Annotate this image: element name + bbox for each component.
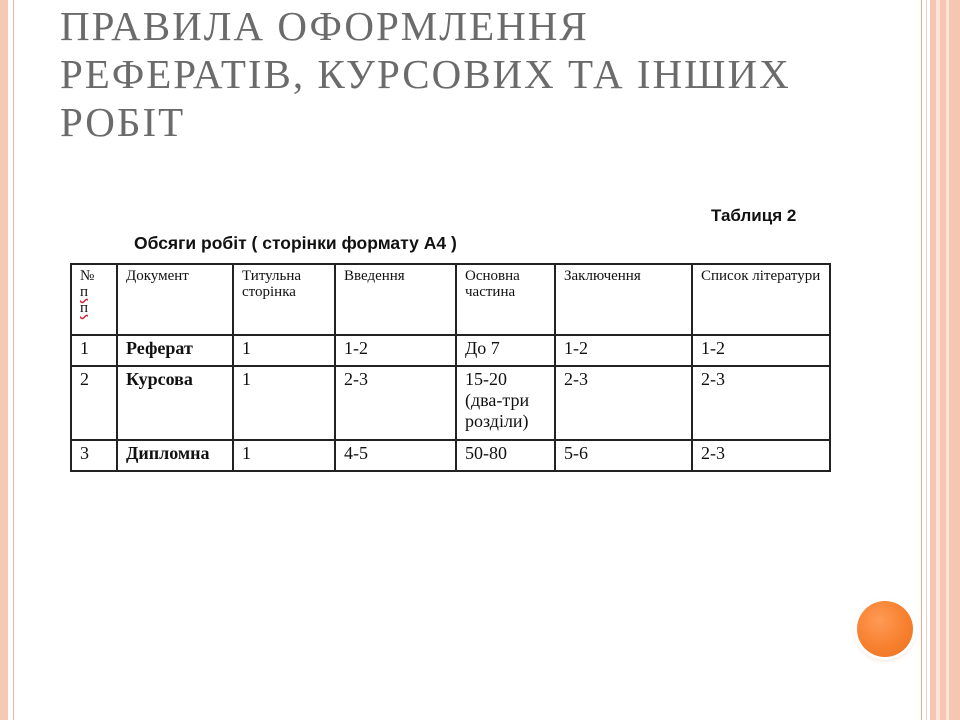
cell-main-part: 50-80 (456, 440, 555, 471)
header-number (71, 264, 117, 335)
cell-conclusion: 2-3 (555, 366, 692, 440)
header-references: Список літератури (692, 264, 830, 335)
cell-document: Дипломна (117, 440, 233, 471)
cell-number: 1 (71, 335, 117, 366)
header-number-sign: № (80, 268, 95, 284)
slide-frame-right-stripe (936, 0, 940, 720)
table-row (71, 366, 830, 440)
cell-main-part: До 7 (456, 335, 555, 366)
slide-frame-right-line (921, 0, 922, 720)
slide-title: ПРАВИЛА ОФОРМЛЕННЯ РЕФЕРАТІВ, КУРСОВИХ ТА ІНШИХ РОБІТ (60, 3, 791, 145)
table-header-row (71, 264, 830, 335)
cell-title-page: 1 (233, 366, 335, 440)
cell-references: 1-2 (692, 335, 830, 366)
slide-frame-right-band (930, 0, 960, 720)
cell-conclusion: 5-6 (555, 440, 692, 471)
cell-main-part: 15-20 (два-три розділи) (456, 366, 555, 440)
cell-introduction: 1-2 (335, 335, 456, 366)
cell-introduction: 2-3 (335, 366, 456, 440)
cell-number: 3 (71, 440, 117, 471)
table-row (71, 440, 830, 471)
cell-references: 2-3 (692, 440, 830, 471)
header-number-p2: п (80, 300, 89, 316)
header-document: Документ (117, 264, 233, 335)
header-main-part: Основна частина (456, 264, 555, 335)
decorative-circle (857, 601, 913, 657)
cell-document: Курсова (117, 366, 233, 440)
slide-frame-right-line-inner (926, 0, 927, 720)
header-title-page: Титульна сторінка (233, 264, 335, 335)
cell-references: 2-3 (692, 366, 830, 440)
cell-title-page: 1 (233, 335, 335, 366)
slide-frame-left-line (13, 0, 14, 720)
cell-conclusion: 1-2 (555, 335, 692, 366)
header-conclusion: Заключення (555, 264, 692, 335)
cell-document: Реферат (117, 335, 233, 366)
table-caption: Обсяги робіт ( сторінки формату А4 ) (134, 233, 457, 253)
cell-title-page: 1 (233, 440, 335, 471)
table-row (71, 335, 830, 366)
work-volume-table (70, 263, 831, 472)
header-number-p1: п (80, 284, 89, 300)
header-introduction: Введення (335, 264, 456, 335)
slide-frame-right-stripe (946, 0, 949, 720)
cell-introduction: 4-5 (335, 440, 456, 471)
slide-frame-left (0, 0, 8, 720)
cell-number: 2 (71, 366, 117, 440)
table-number-label: Таблиця 2 (711, 206, 797, 225)
